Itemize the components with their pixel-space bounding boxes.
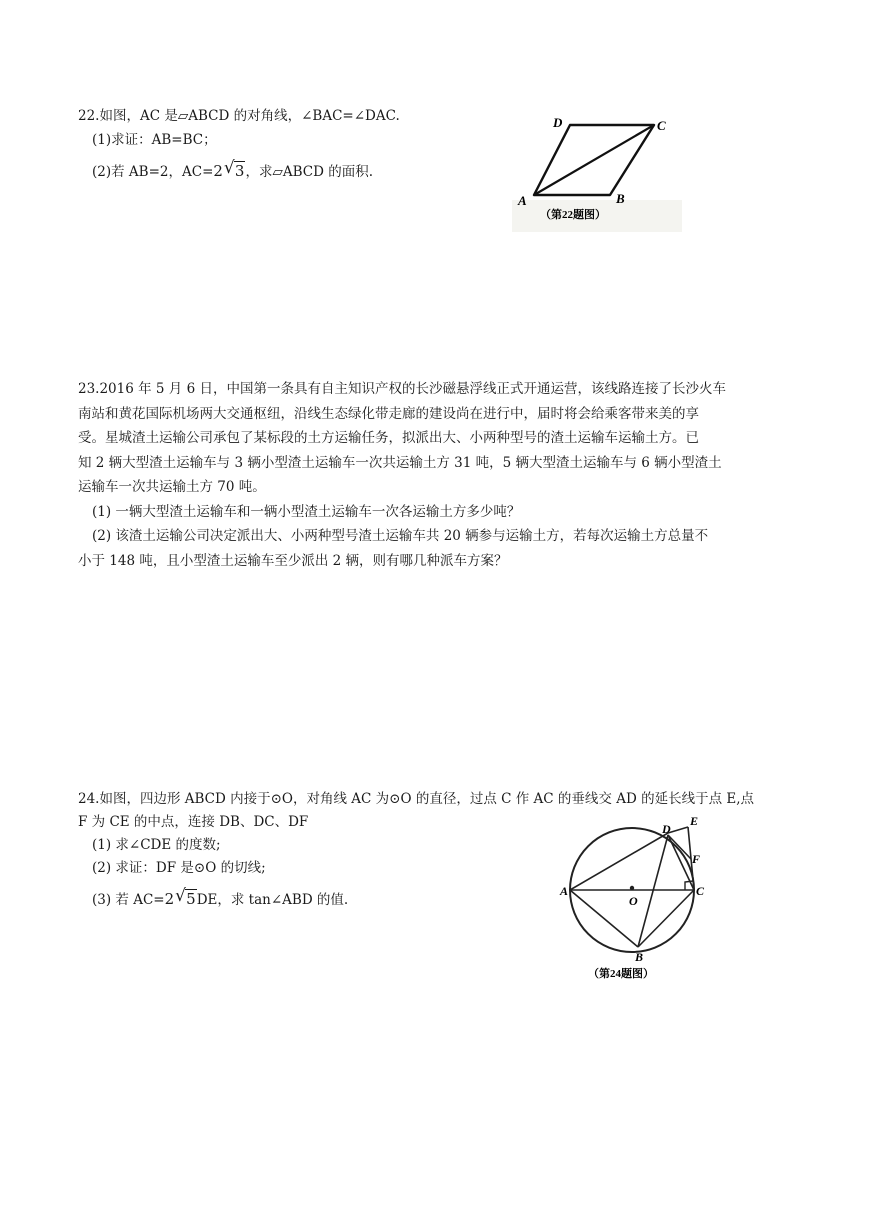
q24-radicand: 5 (186, 890, 196, 908)
q24-line-1: 24.如图，四边形 ABCD 内接于⊙O，对角线 AC 为⊙O 的直径，过点 C 作 AC 的垂线交 AD 的延长线于点 E,点 (78, 791, 755, 807)
center-point (630, 886, 634, 890)
figure-24 (558, 815, 718, 985)
q24-coefficient: 2 (164, 890, 175, 908)
figure-22 (512, 110, 682, 232)
q24-part3-text: (3) 若 AC= (92, 892, 165, 908)
q22-radicand: 3 (234, 162, 245, 180)
label-f: F (692, 852, 701, 866)
label-a: A (518, 193, 527, 208)
segment-de (668, 827, 688, 833)
q24-line-2: F 为 CE 的中点，连接 DB、DC、DF (78, 814, 309, 830)
label-b: B (635, 950, 644, 964)
q23-line-4: 知 2 辆大型渣土运输车与 3 辆小型渣土运输车一次共运输土方 31 吨，5 辆大型渣土运输车与 6 辆小型渣土 (78, 454, 722, 471)
q24-sqrt (175, 888, 197, 912)
figure-22-caption: （第22题图） (540, 209, 606, 221)
q22-coefficient: 2 (213, 162, 223, 180)
label-d: D (553, 115, 563, 130)
q22-part2-tail: ，求▱ABCD 的面积. (245, 164, 374, 180)
segment-df (668, 835, 691, 859)
q23-line-5: 运输车一次共运输土方 70 吨。 (78, 479, 266, 495)
label-e: E (690, 815, 699, 828)
q22-part2-text: (2)若 AB=2，AC= (92, 164, 214, 180)
parallelogram-diagram (512, 110, 682, 232)
label-o: O (629, 894, 638, 908)
q22-stem: 22.如图，AC 是▱ABCD 的对角线，∠BAC=∠DAC. (78, 108, 400, 124)
q22-part2 (78, 158, 400, 183)
q23-part2-line1: (2) 该渣土运输公司决定派出大、小两种型号渣土运输车共 20 辆参与运输土方，若每次运输土方总量不 (92, 528, 709, 544)
q24-part3-tail: DE，求 tan∠ABD 的值. (196, 892, 349, 908)
label-c: C (657, 118, 666, 133)
label-a: A (560, 884, 569, 898)
segment-db (638, 835, 668, 947)
q22-part1: (1)求证：AB=BC； (92, 132, 217, 148)
q23-line-2: 南站和黄花国际机场两大交通枢纽，沿线生态绿化带走廊的建设尚在进行中，届时将会给乘客带来美的享 (78, 405, 699, 422)
segment-ab (570, 890, 638, 947)
radical-sign-icon: √ (175, 886, 186, 906)
question-23 (78, 377, 726, 573)
q23-line-3: 受。星城渣土运输公司承包了某标段的土方运输任务，拟派出大、小两种型号的渣土运输车运输土方。已 (78, 430, 699, 446)
q24-part1: (1) 求∠CDE 的度数; (92, 837, 221, 853)
label-c: C (696, 884, 705, 898)
q23-line-1: 23.2016 年 5 月 6 日，中国第一条具有自主知识产权的长沙磁悬浮线正式开通运营，该线路连接了长沙火车 (78, 381, 726, 397)
q24-part2: (2) 求证：DF 是⊙O 的切线; (92, 860, 266, 876)
q23-part1: (1) 一辆大型渣土运输车和一辆小型渣土运输车一次各运输土方多少吨？ (92, 503, 521, 520)
question-22 (78, 106, 400, 183)
figure-24-caption: （第24题图） (588, 968, 654, 980)
label-b: B (616, 191, 625, 206)
line-ae (570, 833, 668, 890)
circle-diagram (558, 815, 718, 985)
q22-sqrt (223, 158, 246, 183)
q23-part2-line2: 小于 148 吨，且小型渣土运输车至少派出 2 辆，则有哪几种派车方案？ (78, 552, 508, 569)
label-d: D (662, 822, 671, 836)
radical-sign-icon: √ (223, 158, 235, 178)
